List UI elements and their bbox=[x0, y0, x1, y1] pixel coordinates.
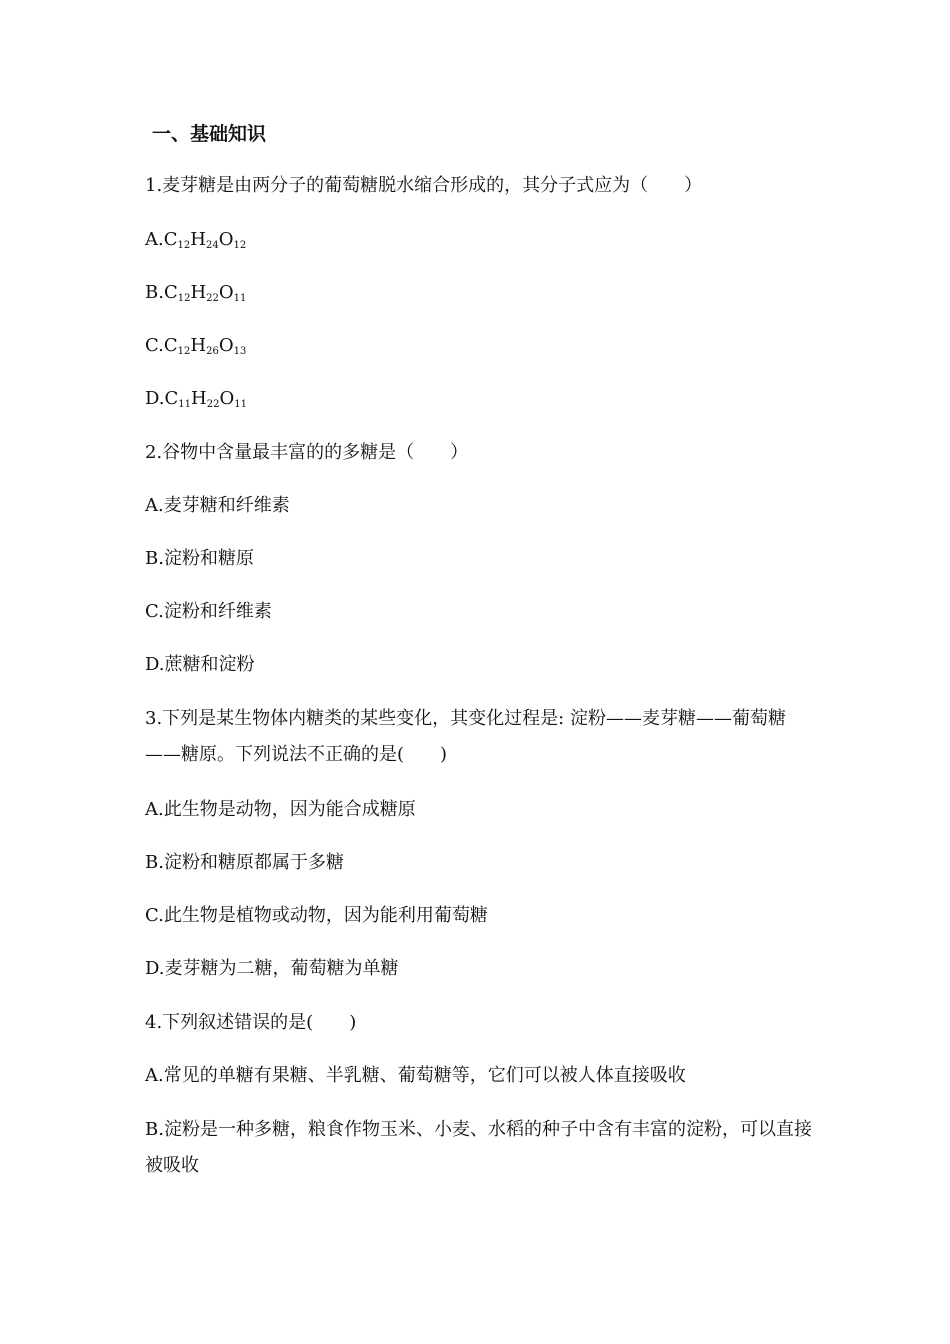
subscript: 24 bbox=[205, 240, 219, 251]
element-symbol: O bbox=[218, 282, 234, 303]
section-title: 一、基础知识 bbox=[152, 123, 267, 145]
element-symbol: C bbox=[163, 335, 178, 356]
subscript: 13 bbox=[233, 346, 247, 357]
option-prefix: B. bbox=[145, 282, 164, 303]
question-1-option-a bbox=[145, 226, 825, 254]
question-1-stem: 1.麦芽糖是由两分子的葡萄糖脱水缩合形成的，其分子式应为（ ） bbox=[145, 175, 703, 196]
subscript: 26 bbox=[206, 346, 219, 357]
question-3-option-c: C.此生物是植物或动物，因为能利用葡萄糖 bbox=[145, 905, 488, 926]
subscript: 11 bbox=[178, 399, 192, 410]
element-symbol: H bbox=[190, 229, 206, 250]
question-2-stem: 2.谷物中含量最丰富的的多糖是（ ） bbox=[145, 442, 469, 463]
subscript: 22 bbox=[206, 293, 219, 304]
option-prefix: D. bbox=[145, 388, 165, 409]
question-2-option-d: D.蔗糖和淀粉 bbox=[145, 654, 255, 675]
question-1-option-b bbox=[145, 279, 825, 307]
element-symbol: O bbox=[218, 335, 234, 356]
question-3-option-b: B.淀粉和糖原都属于多糖 bbox=[145, 852, 344, 873]
subscript: 11 bbox=[234, 399, 247, 410]
option-prefix: A. bbox=[145, 229, 164, 250]
element-symbol: H bbox=[190, 282, 207, 303]
question-3-option-d: D.麦芽糖为二糖，葡萄糖为单糖 bbox=[145, 958, 399, 979]
question-3-stem: 3.下列是某生物体内糖类的某些变化，其变化过程是: 淀粉——麦芽糖——葡萄糖——糖原。下列说法不正确的是( ) bbox=[145, 708, 786, 765]
question-3-option-a: A.此生物是动物，因为能合成糖原 bbox=[145, 799, 416, 820]
element-symbol: C bbox=[163, 282, 178, 303]
subscript: 12 bbox=[233, 240, 247, 251]
question-2-option-c: C.淀粉和纤维素 bbox=[145, 601, 272, 622]
question-2-option-a: A.麦芽糖和纤维素 bbox=[145, 495, 290, 516]
subscript: 22 bbox=[206, 399, 220, 410]
element-symbol: C bbox=[164, 388, 179, 409]
question-1-option-c bbox=[145, 332, 825, 360]
element-symbol: C bbox=[163, 229, 178, 250]
question-4-option-a: A.常见的单糖有果糖、半乳糖、葡萄糖等，它们可以被人体直接吸收 bbox=[145, 1065, 686, 1086]
question-4-option-b: B.淀粉是一种多糖，粮食作物玉米、小麦、水稻的种子中含有丰富的淀粉，可以直接被吸收 bbox=[145, 1119, 812, 1176]
question-4-stem: 4.下列叙述错误的是( ) bbox=[145, 1012, 357, 1033]
element-symbol: H bbox=[190, 335, 207, 356]
element-symbol: H bbox=[191, 388, 207, 409]
subscript: 12 bbox=[177, 346, 191, 357]
subscript: 11 bbox=[233, 293, 247, 304]
option-prefix: C. bbox=[145, 335, 164, 356]
element-symbol: O bbox=[219, 388, 235, 409]
question-1-option-d bbox=[145, 385, 825, 413]
question-2-option-b: B.淀粉和糖原 bbox=[145, 548, 254, 569]
subscript: 12 bbox=[177, 240, 191, 251]
subscript: 12 bbox=[177, 293, 191, 304]
element-symbol: O bbox=[218, 229, 234, 250]
